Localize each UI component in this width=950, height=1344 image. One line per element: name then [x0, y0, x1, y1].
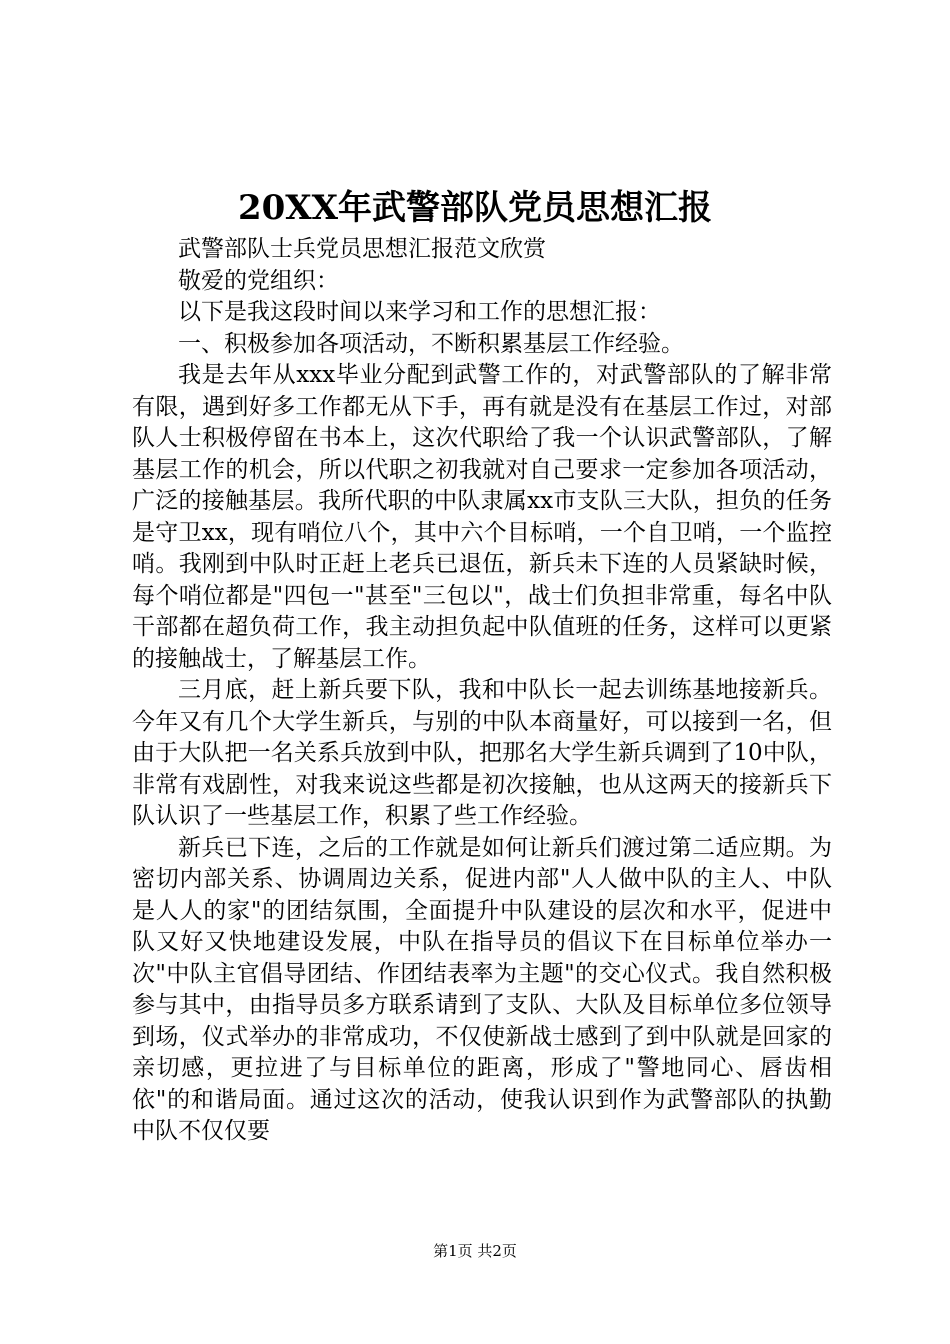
document-body	[132, 234, 832, 1148]
paragraph-salutation: 敬爱的党组织：	[178, 267, 339, 294]
paragraph-subtitle: 武警部队士兵党员思想汇报范文欣赏	[178, 236, 546, 262]
page-number-label: 第1页 共2页	[433, 1242, 517, 1260]
page-footer	[0, 1240, 950, 1262]
paragraph-body-2: 三月底，赶上新兵要下队，我和中队长一起去训练基地接新兵。今年又有几个大学生新兵，与别的中队本商量好，可以接到一名，但由于大队把一名关系兵放到中队，把那名大学生新兵调到了10中队，非常有戏剧性，对我来说这些都是初次接触，也从这两天的接新兵下队认识了一些基层工作，积累了些工作经验。	[132, 677, 832, 829]
paragraph-body-1: 我是去年从xxx毕业分配到武警工作的，对武警部队的了解非常有限，遇到好多工作都无从下手，再有就是没有在基层工作过，对部队人士积极停留在书本上，这次代职给了我一个认识武警部队，了解基层工作的机会，所以代职之初我就对自己要求一定参加各项活动，广泛的接触基层。我所代职的中队隶属xx市支队三大队，担负的任务是守卫xx，现有哨位八个，其中六个目标哨，一个自卫哨，一个监控哨。我刚到中队时正赶上老兵已退伍，新兵未下连的人员紧缺时候，每个哨位都是"四包一"甚至"三包以"，战士们负担非常重，每名中队干部都在超负荷工作，我主动担负起中队值班的任务，这样可以更紧的接触战士，了解基层工作。	[132, 362, 832, 672]
section-heading-1: 一、积极参加各项活动，不断积累基层工作经验。	[178, 330, 684, 357]
document-title: 20XX年武警部队党员思想汇报	[237, 188, 713, 228]
paragraph-intro: 以下是我这段时间以来学习和工作的思想汇报：	[178, 299, 661, 325]
paragraph-body-3: 新兵已下连，之后的工作就是如何让新兵们渡过第二适应期。为密切内部关系、协调周边关系，促进内部"人人做中队的主人、中队是人人的家"的团结氛围，全面提升中队建设的层次和水平，促进中队又好又快地建设发展，中队在指导员的倡议下在目标单位举办一次"中队主官倡导团结、作团结表率为主题"的交心仪式。我自然积极参与其中，由指导员多方联系请到了支队、大队及目标单位多位领导到场，仪式举办的非常成功，不仅使新战士感到了到中队就是回家的亲切感，更拉进了与目标单位的距离，形成了"警地同心、唇齿相依"的和谐局面。通过这次的活动，使我认识到作为武警部队的执勤中队不仅仅要	[132, 834, 832, 1144]
